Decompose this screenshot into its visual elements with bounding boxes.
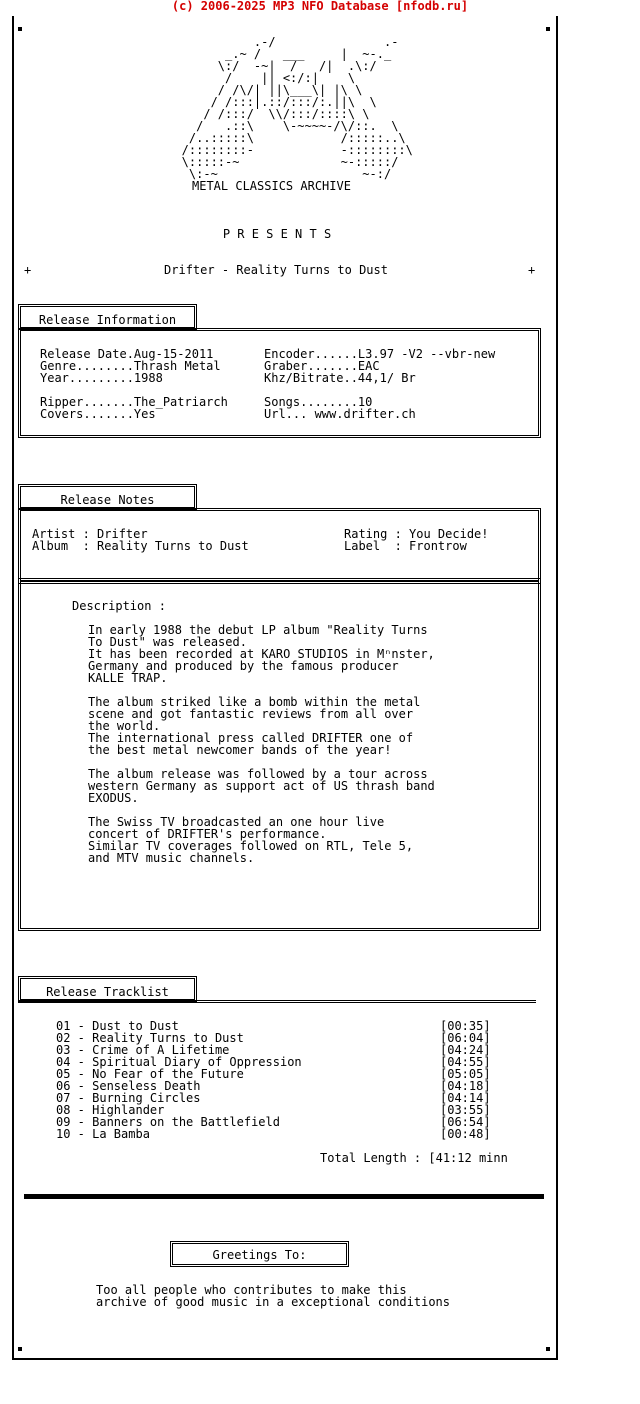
track-row: 02 - Reality Turns to Dust <box>56 1031 244 1045</box>
track-length: [05:05] <box>440 1067 491 1081</box>
track-length: [06:04] <box>440 1031 491 1045</box>
site-header: (c) 2006-2025 MP3 NFO Database [nfodb.ru] <box>171 0 469 13</box>
tracklist-divider-2 <box>18 1002 536 1003</box>
track-row: 01 - Dust to Dust <box>56 1019 179 1033</box>
tracklist-tab-label: Release Tracklist <box>46 985 169 999</box>
ascii-logo: .-/ .- _.~ / ___ | ~-._ \:/ -~| / /| .\:/ / || <:/:| \ / /\/| ||\___\| |\ \ / /:::|.::/:::/:.||\ \ / /:::/ \\/:::/::::\ \ / .::\ \-~~~~-/\/::. \ /..:::::\ /:::::..\ /::::::::- -::::::::\ \:::::-~ ~-:::::/ \:-~ ~-:/ <box>181 35 413 181</box>
greetings-title-box <box>170 1241 349 1267</box>
release-info-left: Release Date.Aug-15-2011 Genre........Thrash Metal Year.........1988 Ripper.......The_Patriarch Covers.......Yes <box>40 347 228 421</box>
description-label: Description : <box>72 599 166 613</box>
tracklist-divider <box>18 1000 536 1001</box>
track-length: [04:55] <box>440 1055 491 1069</box>
logo-caption: METAL CLASSICS ARCHIVE <box>192 179 351 193</box>
section-separator <box>24 1194 544 1199</box>
album-line: Album : Reality Turns to Dust <box>32 539 249 553</box>
track-row: 04 - Spiritual Diary of Oppression <box>56 1055 302 1069</box>
track-length: [04:24] <box>440 1043 491 1057</box>
greetings-title: Greetings To: <box>212 1248 307 1262</box>
track-row: 10 - La Bamba <box>56 1127 150 1141</box>
release-title: Drifter - Reality Turns to Dust <box>164 263 388 277</box>
total-length: Total Length : [41:12 minn <box>320 1151 508 1165</box>
corner-dot-bottom-left <box>18 1347 22 1351</box>
track-length: [04:14] <box>440 1091 491 1105</box>
track-length: [03:55] <box>440 1103 491 1117</box>
track-length: [06:54] <box>440 1115 491 1129</box>
corner-dot-bottom-right <box>546 1347 550 1351</box>
track-length: [00:35] <box>440 1019 491 1033</box>
release-info-right: Encoder......L3.97 -V2 --vbr-new Graber.......EAC Khz/Bitrate..44,1/ Br Songs........10 Url... www.drifter.ch <box>264 347 496 421</box>
release-info-tab <box>18 304 197 330</box>
tracklist-tab <box>18 976 197 1002</box>
greetings-text: Too all people who contributes to make this archive of good music in a exceptional conditions <box>96 1283 451 1309</box>
track-row: 06 - Senseless Death <box>56 1079 201 1093</box>
corner-dot-top-left <box>18 27 22 31</box>
track-length: [00:48] <box>440 1127 491 1141</box>
release-notes-tab-label: Release Notes <box>60 493 155 507</box>
description-text: In early 1988 the debut LP album "Reality Turns To Dust" was released. It has been recorded at KARO STUDIOS in Mⁿnster, Germany and produced by the famous producer KALLE TRAP. The album striked like a bomb within the metal scene and got fantastic reviews from all over the world. The international press called DRIFTER one of the best metal newcomer bands of the year! The album release was followed by a tour across western Germany as support act of US thrash band EXODUS. The Swiss TV broadcasted an one hour live concert of DRIFTER's performance. Similar TV coverages followed on RTL, Tele 5, and MTV music channels. <box>88 623 435 865</box>
release-notes-tab <box>18 484 197 510</box>
release-info-tab-label: Release Information <box>38 313 177 327</box>
track-row: 03 - Crime of A Lifetime <box>56 1043 230 1057</box>
track-length: [04:18] <box>440 1079 491 1093</box>
plus-marker-left: + <box>24 263 32 277</box>
corner-dot-top-right <box>546 27 550 31</box>
rating-line: Rating : You Decide! <box>344 527 489 541</box>
label-line: Label : Frontrow <box>344 539 467 553</box>
plus-marker-right: + <box>528 263 536 277</box>
track-row: 05 - No Fear of the Future <box>56 1067 244 1081</box>
artist-line: Artist : Drifter <box>32 527 148 541</box>
track-row: 09 - Banners on the Battlefield <box>56 1115 280 1129</box>
presents-heading: P R E S E N T S <box>222 227 332 241</box>
track-row: 08 - Highlander <box>56 1103 165 1117</box>
track-row: 07 - Burning Circles <box>56 1091 201 1105</box>
